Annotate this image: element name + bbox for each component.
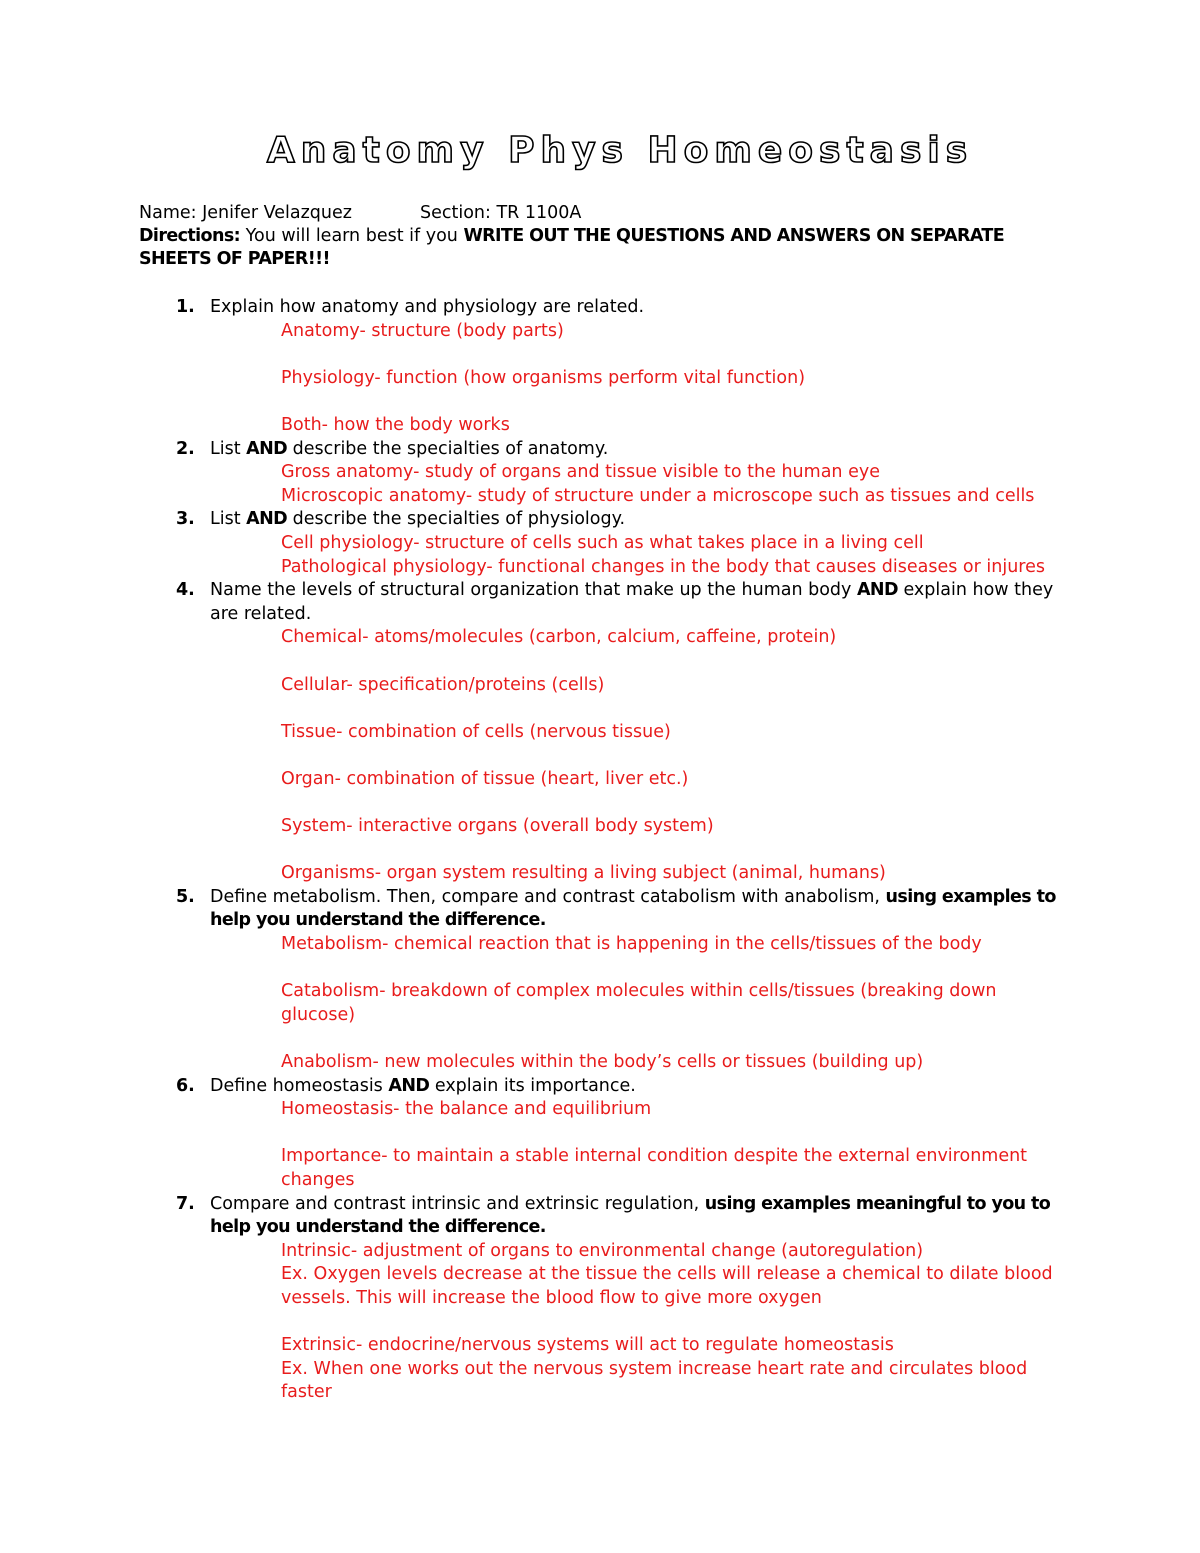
question-number: 6. [176, 1075, 195, 1096]
directions-emphasis: WRITE OUT THE QUESTIONS AND ANSWERS ON SEPARATE SHEETS OF PAPER!!! [139, 226, 1005, 269]
directions-label: Directions: [139, 226, 241, 246]
question-emphasis: AND [246, 438, 288, 459]
question-emphasis: AND [388, 1075, 430, 1096]
answer-line: System- interactive organs (overall body system) [281, 816, 714, 837]
answer-line: Physiology- function (how organisms perform vital function) [281, 367, 806, 388]
answer-line: Cellular- specification/proteins (cells) [281, 674, 605, 695]
header-block [139, 202, 1069, 271]
question-text: explain its importance. [429, 1075, 636, 1096]
question-6 [139, 1075, 1064, 1099]
question-5 [139, 886, 1064, 933]
student-name: Name: Jenifer Velazquez [139, 203, 352, 223]
answer-line: Chemical- atoms/molecules (carbon, calcium, caffeine, protein) [281, 627, 837, 648]
question-1 [139, 296, 1064, 320]
question-text: Name the levels of structural organization that make up the human body [210, 580, 857, 601]
question-text: List [210, 509, 247, 530]
answer-line: Intrinsic- adjustment of organs to environmental change (autoregulation) [281, 1240, 924, 1261]
answer-line: Anabolism- new molecules within the body’s cells or tissues (building up) [281, 1052, 924, 1072]
answer-line: Tissue- combination of cells (nervous tissue) [281, 721, 671, 742]
question-number: 2. [176, 438, 195, 459]
question-text: describe the specialties of physiology. [287, 509, 626, 530]
question-3 [139, 508, 1064, 532]
student-info-row [139, 202, 1069, 225]
answer-line: Metabolism- chemical reaction that is happening in the cells/tissues of the body [281, 934, 982, 955]
question-text: Compare and contrast intrinsic and extrinsic regulation, [210, 1193, 705, 1214]
section-label: Section: TR 1100A [419, 203, 582, 223]
answer-line: Importance- to maintain a stable internal condition despite the external environment changes [281, 1146, 1028, 1190]
answer-line: Both- how the body works [281, 414, 510, 435]
answer-line: Homeostasis- the balance and equilibrium [281, 1099, 652, 1120]
answer-line: Ex. Oxygen levels decrease at the tissue the cells will release a chemical to dilate blood vessels. This will increase the blood flow to give more oxygen [281, 1264, 1053, 1308]
directions-text: You will learn best if you [240, 226, 464, 246]
question-list [139, 296, 1064, 1405]
page-title: Anatomy Phys Homeostasis [266, 130, 974, 171]
question-number: 4. [176, 580, 195, 601]
answer-line: Cell physiology- structure of cells such as what takes place in a living cell [281, 532, 924, 553]
answer-line: Ex. When one works out the nervous system increase heart rate and circulates blood faster [281, 1358, 1028, 1403]
question-emphasis: AND [246, 509, 288, 530]
question-text: Explain how anatomy and physiology are related. [210, 297, 645, 317]
question-text: describe the specialties of anatomy. [287, 438, 609, 459]
question-4 [139, 579, 1064, 626]
question-emphasis: using examples to help you understand the difference. [210, 886, 1056, 931]
question-text: Define homeostasis [210, 1075, 389, 1096]
answer-line: Extrinsic- endocrine/nervous systems will act to regulate homeostasis [281, 1335, 894, 1356]
question-7 [139, 1193, 1064, 1240]
question-number: 5. [176, 886, 195, 907]
question-number: 3. [176, 509, 195, 530]
answer-line: Organisms- organ system resulting a living subject (animal, humans) [281, 863, 886, 884]
answer-line: Catabolism- breakdown of complex molecules within cells/tissues (breaking down glucose) [281, 981, 997, 1025]
answer-line: Anatomy- structure (body parts) [281, 320, 564, 341]
directions [139, 225, 1069, 271]
question-2 [139, 438, 1064, 462]
question-emphasis: AND [856, 580, 898, 601]
answer-line: Microscopic anatomy- study of structure under a microscope such as tissues and cells [281, 485, 1035, 506]
question-number: 1. [176, 297, 195, 317]
question-emphasis: using examples meaningful to you to help you understand the difference. [210, 1193, 1051, 1238]
question-number: 7. [176, 1193, 195, 1214]
answer-line: Gross anatomy- study of organs and tissue visible to the human eye [281, 462, 880, 483]
answer-line: Pathological physiology- functional changes in the body that causes diseases or injures [281, 556, 1045, 577]
question-text: List [210, 438, 247, 459]
question-text: Define metabolism. Then, compare and contrast catabolism with anabolism, [210, 886, 886, 907]
question-text: explain how they are related. [210, 580, 1054, 624]
answer-line: Organ- combination of tissue (heart, liver etc.) [281, 768, 689, 789]
